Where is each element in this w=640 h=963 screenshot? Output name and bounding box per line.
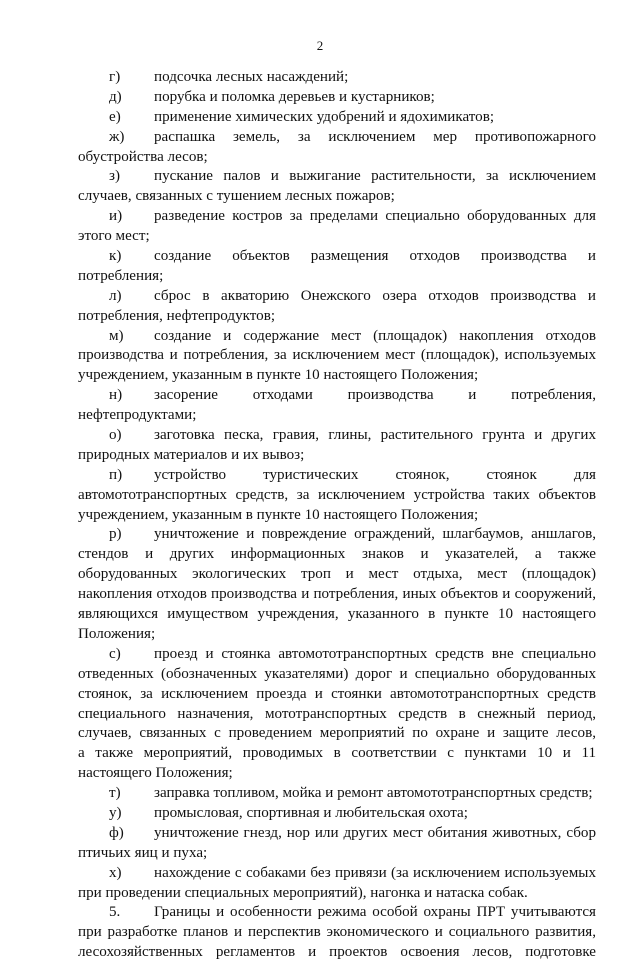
line-text: случаев, связанных с проведением мероприятий по охране и защите лесов, [78,725,596,742]
line-text: заготовка песка, гравия, глины, растительного грунта и других [154,427,596,444]
item-marker: н) [109,387,123,404]
line-text: Границы и особенности режима особой охраны ПРТ учитываются [154,904,596,921]
line-text: создание и содержание мест (площадок) накопления отходов [154,327,596,344]
list-item-line [78,426,596,446]
document-body [78,68,596,963]
line-text: случаев, связанных с тушением лесных пожаров; [78,188,395,205]
line-text: нефтепродуктами; [78,407,197,424]
line-text: специального назначения, мототранспортных средств в снежный период, [78,705,596,722]
line-text: стоянок, за исключением проезда и стоянки автомототранспортных средств [78,685,596,702]
continuation-line [78,506,596,526]
line-text: этого мест; [78,228,150,245]
item-marker: л) [109,287,122,304]
line-text: создание объектов размещения отходов производства и [154,248,596,265]
line-text: порубка и поломка деревьев и кустарников; [154,88,435,105]
line-text: обустройства лесов; [78,148,208,165]
line-text: накопления отходов производства и потребления, иных объектов и сооружений, [78,586,596,603]
line-text: стендов и других информационных знаков и указателей, а также [78,546,596,563]
line-text: птичьих яиц и пуха; [78,844,208,861]
line-text: распашка земель, за исключением мер противопожарного [154,128,596,145]
list-item-line [78,68,596,88]
item-marker: ф) [109,824,124,841]
line-text: при разработке планов и перспектив экономического и социального развития, [78,924,596,941]
list-item-line [78,903,596,923]
line-text: нахождение с собаками без привязи (за исключением используемых [154,864,596,881]
line-text: применение химических удобрений и ядохимикатов; [154,108,495,125]
continuation-line [78,923,596,943]
continuation-line [78,446,596,466]
continuation-line [78,486,596,506]
continuation-line [78,565,596,585]
continuation-line [78,406,596,426]
item-marker: ж) [109,128,125,145]
line-text: природных материалов и их вывоз; [78,446,305,463]
continuation-line [78,744,596,764]
line-text: заправка топливом, мойка и ремонт автомототранспортных средств; [154,785,593,802]
list-item-line [78,108,596,128]
continuation-line [78,307,596,327]
list-item-line [78,645,596,665]
line-text: подсочка лесных насаждений; [154,69,349,85]
line-text: производства и потребления, за исключением мест (площадок), используемых [78,347,596,364]
continuation-line [78,545,596,565]
line-text: разведение костров за пределами специально оборудованных для [154,208,596,225]
continuation-line [78,187,596,207]
item-marker: з) [109,168,120,185]
item-marker: р) [109,526,122,543]
line-text: при проведении специальных мероприятий), нагонка и натаска собак. [78,884,528,901]
list-item-line [78,784,596,804]
line-text: потребления, нефтепродуктов; [78,307,276,324]
list-item-line [78,128,596,148]
line-text: пускание палов и выжигание растительности, за исключением [154,168,596,185]
line-text: Положения; [78,625,156,642]
continuation-line [78,625,596,645]
list-item-line [78,247,596,267]
continuation-line [78,605,596,625]
continuation-line [78,844,596,864]
item-marker: с) [109,645,121,662]
item-marker: 5. [109,904,121,921]
list-item-line [78,207,596,227]
item-marker: м) [109,327,124,344]
list-item-line [78,466,596,486]
line-text: засорение отходами производства и потребления, [154,387,596,404]
continuation-line [78,585,596,605]
item-marker: о) [109,427,122,444]
page-number: 2 [316,38,324,53]
continuation-line [78,685,596,705]
list-item-line [78,386,596,406]
list-item-line [78,88,596,108]
list-item-line [78,327,596,347]
list-item-line [78,824,596,844]
continuation-line [78,227,596,247]
item-marker: т) [109,785,121,802]
item-marker: и) [109,208,123,225]
item-marker: у) [109,804,122,821]
line-text: учреждением, указанным в пункте 10 настоящего Положения; [78,367,479,384]
item-marker: д) [109,88,122,105]
line-text: лесохозяйственных регламентов и проектов освоения лесов, подготовке [78,944,596,961]
line-text: являющихся имуществом учреждения, указанного в пункте 10 настоящего [78,606,596,623]
continuation-line [78,366,596,386]
item-marker: е) [109,108,121,125]
continuation-line [78,884,596,904]
line-text: промысловая, спортивная и любительская охота; [154,804,468,821]
line-text: уничтожение гнезд, нор или других мест обитания животных, сбор [154,824,596,841]
line-text: отведенных (обозначенных указателями) дорог и специально оборудованных [78,665,596,682]
line-text: автомототранспортных средств, за исключением устройства таких объектов [78,486,596,503]
list-item-line [78,525,596,545]
continuation-line [78,346,596,366]
continuation-line [78,764,596,784]
list-item-line [78,167,596,187]
continuation-line [78,148,596,168]
line-text: потребления; [78,267,164,284]
line-text: устройство туристических стоянок, стоянок для [154,466,596,483]
line-text: настоящего Положения; [78,765,233,782]
continuation-line [78,665,596,685]
list-item-line [78,287,596,307]
item-marker: х) [109,864,122,881]
item-marker: г) [109,69,121,85]
line-text: сброс в акваторию Онежского озера отходов производства и [154,287,596,304]
list-item-line [78,804,596,824]
continuation-line [78,705,596,725]
line-text: оборудованных экологических троп и мест отдыха, мест (площадок) [78,566,596,583]
list-item-line [78,864,596,884]
line-text: учреждением, указанным в пункте 10 настоящего Положения; [78,506,479,523]
line-text: уничтожение и повреждение ограждений, шлагбаумов, аншлагов, [154,526,596,543]
line-text: проезд и стоянка автомототранспортных средств вне специально [154,645,596,662]
continuation-line [78,943,596,963]
continuation-line [78,724,596,744]
line-text: а также мероприятий, проводимых в соответствии с пунктами 10 и 11 [78,745,596,762]
item-marker: к) [109,248,122,265]
continuation-line [78,267,596,287]
item-marker: п) [109,466,123,483]
